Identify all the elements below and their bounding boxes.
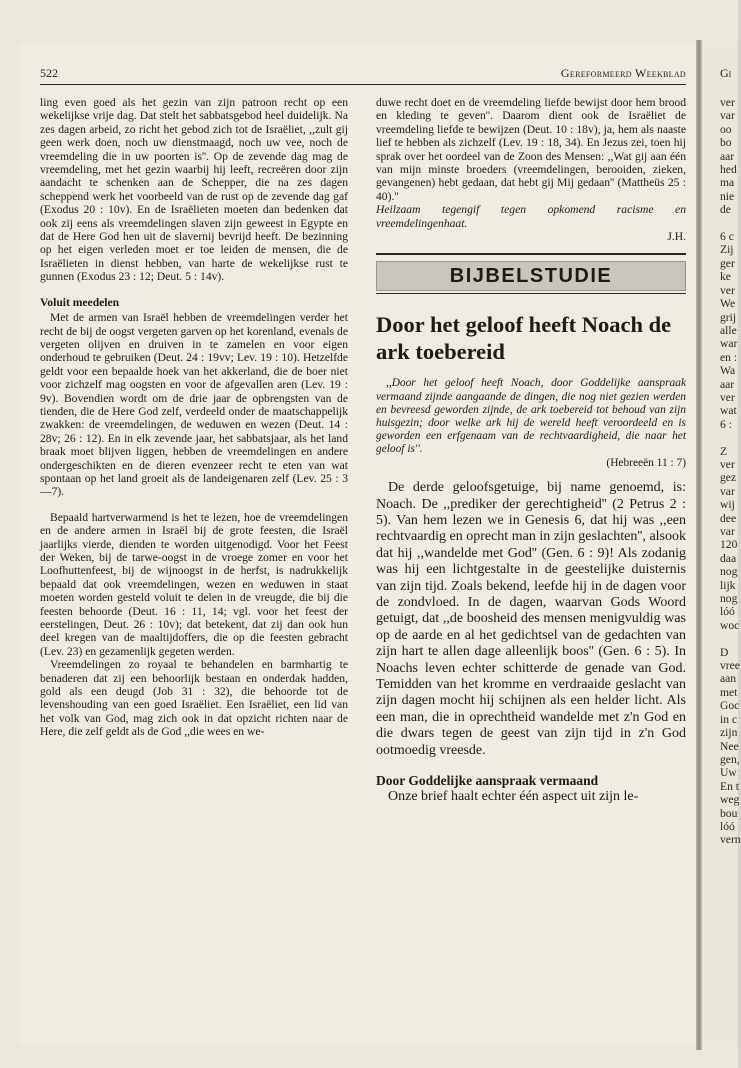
next-page-fragment: de <box>720 203 731 217</box>
next-page-fragment <box>720 217 738 230</box>
next-page-fragment: 6 : <box>720 417 732 431</box>
next-page-header: Gi <box>720 66 732 80</box>
next-page-fragment: aar <box>720 377 735 391</box>
page-header <box>40 64 686 82</box>
author-signature: J.H. <box>667 230 686 244</box>
next-page-fragment: Z <box>720 444 728 458</box>
next-page-fragment: var <box>720 484 735 498</box>
next-page-fragment <box>720 431 738 444</box>
next-page-fragment: bou <box>720 806 738 820</box>
next-page-fragment: D <box>720 645 729 659</box>
divider-thin <box>376 293 686 294</box>
next-page-fragment: En t <box>720 779 739 793</box>
header-rule <box>40 84 686 85</box>
article-title: Door het geloof heeft Noach de ark toebereid <box>376 312 672 364</box>
scripture-quote: ,,Door het geloof heeft Noach, door Goddelijke aanspraak vermaand zijnde aangaande de dingen, die nog niet gezien werden en bevreesd geworden zijnde, de ark toebereid tot behoud van zijn huisgezin; door welke ark hij de wereld heeft veroordeeld en is geworden een erfgenaam van de rechtvaardigheid, die naar het geloof is''. <box>376 377 686 456</box>
next-page-fragment: Wa <box>720 364 736 378</box>
next-page-fragment: ver <box>720 96 735 109</box>
next-page-fragment: oo <box>720 122 732 136</box>
next-page-fragment: lóó <box>720 819 735 833</box>
next-page-fragment: nie <box>720 189 735 203</box>
next-page-fragment: gez <box>720 471 737 485</box>
scripture-reference: (Hebreeën 11 : 7) <box>606 456 686 469</box>
next-page-fragment: lóó <box>720 605 735 619</box>
left-column <box>40 96 348 739</box>
next-page-fragment: vree <box>720 659 740 673</box>
closing-remark: Heilzaam tegengif tegen opkomend racisme en vreemdelingenhaat. <box>376 203 686 230</box>
page-number: 522 <box>40 66 58 80</box>
paragraph: Vreemdelingen zo royaal te behandelen en barmhartig te benaderen dat zij een behoorlijk bestaan en onderdak hadden, gold als een deugd (Job 31 : 32), die behoorde tot de levenshouding van een goed Israëliet. Een Israëliet, een lid van het volk van God, mag zich ook in dat opzicht richten naar de Here, die zelf geldt als de God ,,die wees en we- <box>40 658 348 739</box>
paragraph: Met de armen van Israël hebben de vreemdelingen verder het recht de bij de oogst vergeten garven op het korenland, evenals de vergeten olijven en druiven in te zamelen en voor eigen onderhoud te gebruiken (Deut. 24 : 19vv; Lev. 19 : 10). Hetzelfde geldt voor een bepaalde hoek van het akkerland, die de boer niet voor zichzelf mag oogsten en voor de afgevallen aren (Lev. 19 : 9v). Bovendien wordt om de drie jaar de opbrengsten van de tienden, die de Here God zelf, verdeeld onder de maatschappelijk zwakken: de vreemdelingen, de weduwen en wezen (Deut. 14 : 28v; 26 : 12). En in elk zevende jaar, het sabbatsjaar, als het land braak moet blijven liggen, hebben de vreemdelingen en andere ondergeschikten en de dieren evenzeer recht te eten van wat spontaan op het land groeit als de landeigenaren zelf (Lev. 25 : 3—7). <box>40 311 348 499</box>
next-page-fragment: ver <box>720 457 735 471</box>
next-page-fragment: zijn <box>720 726 738 740</box>
section-heading: Voluit meedelen <box>40 295 120 309</box>
next-page-fragment: vern <box>720 833 741 847</box>
paragraph: Onze brief haalt echter één aspect uit zijn le- <box>388 789 639 805</box>
next-page-fragment: in c <box>720 712 738 726</box>
divider-thick <box>376 253 686 255</box>
next-page-fragment: Nee <box>720 739 739 753</box>
article-subheading: Door Goddelijke aanspraak vermaand <box>376 773 599 788</box>
publication-title: Gereformeerd Weekblad <box>560 66 686 80</box>
next-page-fragment: alle <box>720 323 737 337</box>
next-page-fragment: 6 c <box>720 230 734 244</box>
next-page-fragment: lijk <box>720 578 736 592</box>
next-page-fragment: var <box>720 109 735 123</box>
article-body <box>376 480 686 806</box>
next-page-fragment <box>720 632 738 645</box>
next-page-fragment: met <box>720 685 738 699</box>
paragraph: De derde geloofsgetuige, bij name genoemd, is: Noach. De ,,prediker der gerechtigheid'' (2 Petrus 2 : 5). Van hem lezen we in Genesis 6, dat hij was ,,een rechtvaardig en oprecht man in zijn geslachten'', alsook dat hij ,,wandelde met God'' (Gen. 6 : 9)! Als zodanig was hij een lichtgestalte in de geestelijke duisternis van zijn tijd. Zoals bekend, leefde hij in de dagen voor de zondvloed. In de dagen, waarvan Gods Woord getuigt, dat ,,de boosheid des mensen menigvuldig was op de aarde en al het gedichtsel van de gedachten van zijn hart te allen dage alleenlijk boos'' (Gen. 6 : 5). In Noachs leven echter schitterde de genade van God. Temidden van het kromme en verdraaide geslacht van zijn dagen mocht hij schijnen als een helder licht. Als een man, die in oprechtheid wandelde met z'n God en die dwars tegen de geest van zijn tijd in z'n God ootmoedig vreesde. <box>376 480 686 758</box>
next-page-fragment: Zij <box>720 243 734 257</box>
next-page-fragment: weg <box>720 793 740 807</box>
next-page-fragment: We <box>720 297 736 311</box>
paragraph: duwe recht doet en de vreemdeling liefde bewijst door hem brood en kleding te geven''. Daarom dient ook de Israëliet de vreemdeling liefde te bewijzen (Deut. 10 : 18v), ja, hem als naaste lief te hebben als zichzelf (Lev. 19 : 18, 34). En Jezus zei, toen hij sprak over het oordeel van de Zoon des Mensen: ,,Wat gij aan één van mijn minste broeders (vreemdelingen, berooiden, zieken, gevangenen) hebt gedaan, dat hebt gij Mij gedaan'' (Mattheüs 25 : 40).'' <box>376 96 686 203</box>
next-page-fragment: Uw <box>720 766 737 780</box>
paragraph: Bepaald hartverwarmend is het te lezen, hoe de vreemdelingen en de andere armen in Israël bij de grote feesten, die Israël jaarlijks vierde, dienden te worden uitgenodigd. Voor het Feest der Weken, bij de tarwe-oogst in de vroege zomer en voor het Loofhuttenfeest, bij de wijnoogst in de herfst, is nadrukkelijk bepaald dat ook vreemdelingen, wezen en weduwen in staat moeten worden gesteld voluit te delen in de vreugde, die bij die feesten behoorde (Deut. 16 : 11, 14; vgl. voor het feest der eerstelingen, Deut. 26 : 10v); dat betekent, dat zij dan ook hun deel kregen van de maaltijdoffers, die op die feesten gebracht (Lev. 23) en gezamenlijk gegeten werden. <box>40 510 348 658</box>
next-page-fragment: bo <box>720 136 732 150</box>
paragraph: ling even goed als het gezin van zijn patroon recht op een wekelijkse vrije dag. Dat stelt het sabbatsgebod heel duidelijk. Na zes dagen arbeid, zo richt het gebod zich tot de Israëliet, ,,zult gij geen werk doen, noch uw dienstmaagd, noch uw vee, noch de vreemdeling die in uw poorten is''. Op de zevende dag mag de vreemdeling, met het gezin waarbij hij leeft, recreëren door zijn aandacht te schenken aan de Schepper, die na zes dagen scheppend werk het voorbeeld van de rust op de zevende dag gaf (Exodus 20 : 10v). En de Israëlieten moeten dan bedenken dat ook zij eens als vreemdelingen slaven zijn geweest in Egypte en dat de Here God hen uit de slavernij bevrijd heeft. De bezinning op het eigen verleden moet er toe leiden de mensen, die de Israëlieten in dienst hebben, van harte de wekelijkse rust te gunnen (Exodus 23 : 12; Deut. 5 : 14v). <box>40 96 348 284</box>
next-page-fragment: nog <box>720 565 738 579</box>
next-page-fragment: ver <box>720 283 735 297</box>
next-page-fragment: hed <box>720 163 737 177</box>
next-page-fragment: war <box>720 337 738 351</box>
right-column <box>376 96 686 806</box>
next-page-fragment: dee <box>720 511 737 525</box>
next-page-fragment: daa <box>720 551 737 565</box>
next-page-fragment: gen, <box>720 752 740 766</box>
next-page-fragment: var <box>720 525 735 538</box>
next-page-fragment: ver <box>720 390 735 404</box>
next-page-fragment: ke <box>720 270 731 284</box>
next-page-fragment: ma <box>720 176 735 190</box>
next-page-fragment: ger <box>720 256 735 270</box>
next-page-fragment: grij <box>720 310 737 324</box>
next-page-fragment: aan <box>720 672 737 686</box>
next-page-fragment: wij <box>720 498 735 512</box>
next-page-fragment: Goc <box>720 699 740 713</box>
next-page-fragment: woc <box>720 618 740 632</box>
next-page-text-fragments <box>720 96 741 847</box>
next-page-fragment: aar <box>720 149 735 163</box>
next-page-fragment: 120 <box>720 538 738 552</box>
next-page-fragment: en : <box>720 350 738 364</box>
next-page-fragment: nog <box>720 592 738 606</box>
next-page-fragment: wat <box>720 404 737 418</box>
section-label-box: BIJBELSTUDIE <box>376 261 686 291</box>
